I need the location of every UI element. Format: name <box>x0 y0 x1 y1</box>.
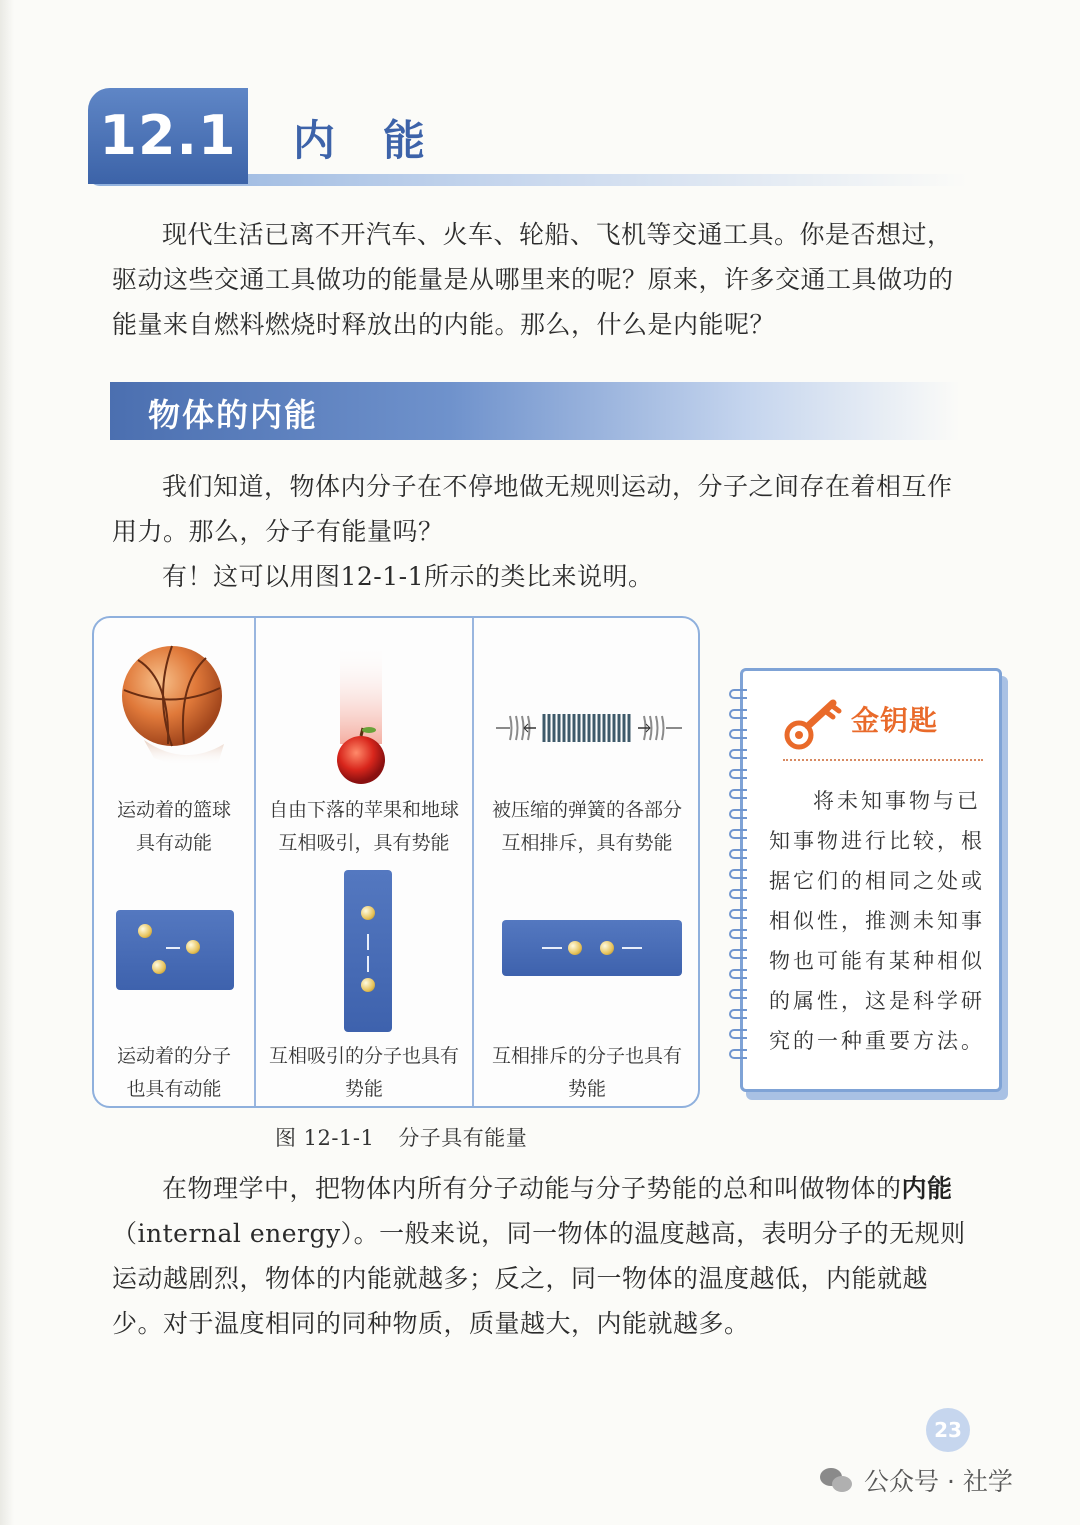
ring <box>729 809 747 819</box>
caption-line: 互相吸引，具有势能 <box>278 832 450 854</box>
watermark-text: 公众号 · 社学 <box>864 1467 1013 1496</box>
ring <box>729 989 747 999</box>
term-internal-energy: 内能 <box>901 1174 953 1203</box>
ring <box>729 729 747 739</box>
falling-apple-image <box>326 644 396 790</box>
ring <box>729 969 747 979</box>
figure-caption <box>275 1122 527 1152</box>
section-title: 内能 <box>293 116 474 165</box>
ring <box>729 1049 747 1059</box>
ring <box>729 829 747 839</box>
ring <box>729 909 747 919</box>
caption-line: 互相排斥的分子也具有 <box>491 1045 682 1067</box>
molecule <box>568 941 582 955</box>
subsection-header <box>110 382 960 440</box>
wechat-icon <box>820 1466 854 1494</box>
caption-line: 具有动能 <box>135 832 212 854</box>
paragraph-2: 有！这可以用图12-1-1所示的类比来说明。 <box>162 562 654 591</box>
ring <box>729 689 747 699</box>
attracting-molecules-image <box>344 870 392 1032</box>
page-number: 23 <box>926 1408 970 1452</box>
golden-key-box <box>740 668 1002 1092</box>
figure-label: 图 12-1-1 <box>275 1126 375 1150</box>
paragraph-3 <box>112 1166 972 1346</box>
divider <box>783 759 983 761</box>
caption-spring <box>474 794 700 860</box>
arrow <box>622 947 642 949</box>
caption-line: 互相吸引的分子也具有 <box>268 1045 459 1067</box>
molecule <box>600 941 614 955</box>
ring <box>729 869 747 879</box>
caption-line: 被压缩的弹簧的各部分 <box>491 799 682 821</box>
ring <box>729 929 747 939</box>
basketball-image <box>114 640 234 770</box>
paragraph-1: 我们知道，物体内分子在不停地做无规则运动，分子之间存在着相互作用力。那么，分子有能量吗？ <box>112 472 953 546</box>
molecule <box>361 906 375 920</box>
caption-apple <box>256 794 472 860</box>
caption-line: 互相排斥，具有势能 <box>501 832 673 854</box>
paragraph-3-after: （internal energy）。一般来说，同一物体的温度越高，表明分子的无规则运动越剧烈，物体的内能就越多；反之，同一物体的温度越低，内能就越少。对于温度相同的同种物质，质量越大，内能就越多。 <box>112 1219 966 1338</box>
ring <box>729 849 747 859</box>
key-icon <box>783 695 849 751</box>
arrow <box>367 956 369 972</box>
ring <box>729 789 747 799</box>
figure-title: 分子具有能量 <box>398 1126 528 1150</box>
caption-basketball <box>94 794 254 860</box>
caption-repelling-molecules <box>474 1040 700 1106</box>
ring <box>729 889 747 899</box>
paragraph-3-before: 在物理学中，把物体内所有分子动能与分子势能的总和叫做物体的 <box>162 1174 902 1203</box>
molecule <box>186 940 200 954</box>
repelling-molecules-image <box>502 920 682 976</box>
figure-12-1-1 <box>92 616 700 1108</box>
ring <box>729 1009 747 1019</box>
intro-paragraph: 现代生活已离不开汽车、火车、轮船、飞机等交通工具。你是否想过，驱动这些交通工具做功的能量是从哪里来的呢？原来，许多交通工具做功的能量来自燃料燃烧时释放出的内能。那么，什么是内能呢？ <box>112 220 954 339</box>
ring <box>729 709 747 719</box>
arrow <box>166 947 180 949</box>
section-header <box>88 88 988 188</box>
caption-line: 运动着的篮球 <box>116 799 231 821</box>
arrow <box>367 934 369 950</box>
molecule <box>152 960 166 974</box>
ring <box>729 949 747 959</box>
compressed-spring-image <box>494 710 684 746</box>
caption-line: 也具有动能 <box>126 1078 222 1100</box>
section-number: 12.1 <box>88 88 248 184</box>
caption-attracting-molecules <box>256 1040 472 1106</box>
golden-key-title: 金钥匙 <box>851 704 939 737</box>
molecule <box>138 924 152 938</box>
ring <box>729 769 747 779</box>
subsection-title: 物体的内能 <box>148 396 319 434</box>
ring <box>729 749 747 759</box>
moving-molecules-image <box>116 910 234 990</box>
molecule <box>361 978 375 992</box>
caption-moving-molecules <box>94 1040 254 1106</box>
caption-line: 势能 <box>344 1078 383 1100</box>
arrow <box>542 947 562 949</box>
figure-divider <box>472 618 474 1106</box>
caption-line: 势能 <box>567 1078 606 1100</box>
caption-line: 运动着的分子 <box>116 1045 231 1067</box>
watermark <box>820 1462 1013 1498</box>
figure-divider <box>254 618 256 1106</box>
notebook-rings <box>729 689 749 1069</box>
page-edge <box>0 0 14 1525</box>
caption-line: 自由下落的苹果和地球 <box>268 799 459 821</box>
golden-key-text: 将未知事物与已知事物进行比较，根据它们的相同之处或相似性，推测未知事物也可能有某种相似的属性，这是科学研究的一种重要方法。 <box>769 789 985 1053</box>
ring <box>729 1029 747 1039</box>
